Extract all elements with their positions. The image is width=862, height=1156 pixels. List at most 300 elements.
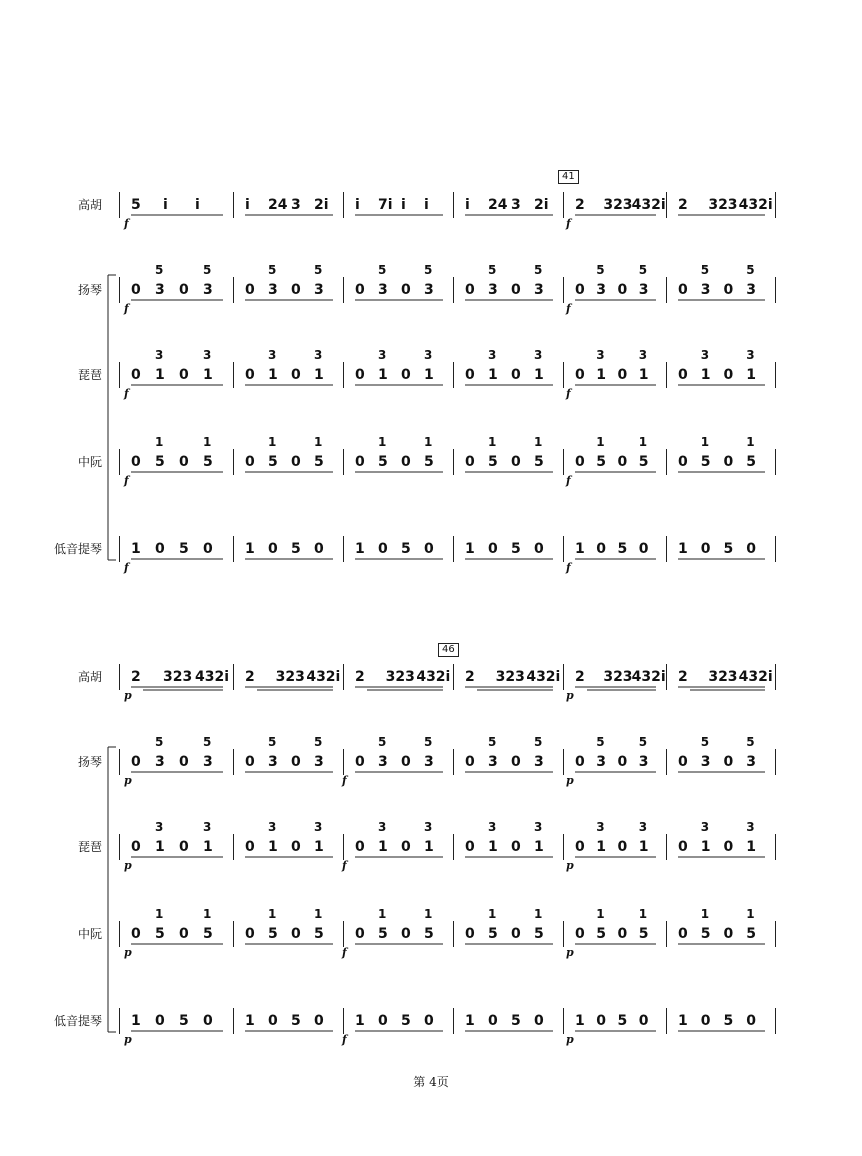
- upper-chord-note: 5: [596, 735, 605, 749]
- note-numeral: 1: [203, 839, 213, 855]
- note-numeral: 3: [700, 282, 711, 298]
- upper-chord-note: 1: [424, 435, 433, 449]
- note-numeral: 3: [314, 282, 324, 298]
- upper-chord-note: 1: [314, 907, 323, 921]
- note-numeral: 5: [401, 1013, 411, 1029]
- note-numeral: 1: [638, 367, 649, 383]
- note-numeral: 0: [179, 926, 189, 942]
- note-numeral: 5: [401, 541, 411, 557]
- note-numeral: 2: [355, 669, 365, 685]
- note-numeral: 1: [314, 367, 324, 383]
- note-numeral: 5: [700, 926, 711, 942]
- note-numeral: 323: [603, 197, 633, 213]
- note-numeral: 0: [534, 541, 544, 557]
- instrument-label: 高胡: [77, 198, 102, 212]
- note-numeral: 0: [424, 541, 434, 557]
- note-numeral: 3: [534, 282, 544, 298]
- note-numeral: 5: [314, 454, 324, 470]
- note-numeral: 5: [378, 454, 388, 470]
- note-numeral: 5: [203, 454, 213, 470]
- upper-chord-note: 5: [155, 263, 164, 277]
- note-numeral: 0: [575, 282, 585, 298]
- dynamic-mark: f: [124, 217, 129, 230]
- upper-chord-note: 1: [534, 435, 543, 449]
- upper-chord-note: 5: [203, 263, 212, 277]
- note-numeral: 0: [179, 839, 189, 855]
- upper-chord-note: 1: [155, 435, 164, 449]
- upper-chord-note: 3: [203, 820, 212, 834]
- note-numeral: 0: [511, 754, 521, 770]
- dynamic-mark: p: [566, 774, 574, 787]
- note-numeral: 323: [603, 669, 633, 685]
- note-numeral: i: [401, 197, 406, 213]
- note-numeral: 432i: [738, 197, 773, 213]
- upper-chord-note: 5: [596, 263, 605, 277]
- instrument-label: 低音提琴: [53, 542, 102, 556]
- page-number: 第 4页: [413, 1075, 449, 1089]
- upper-chord-note: 1: [268, 435, 277, 449]
- note-numeral: 0: [575, 754, 585, 770]
- instrument-label: 中阮: [77, 455, 102, 469]
- note-numeral: 0: [401, 454, 411, 470]
- note-numeral: 0: [245, 282, 255, 298]
- note-numeral: 3: [424, 754, 434, 770]
- note-numeral: 0: [723, 282, 734, 298]
- note-numeral: 1: [131, 1013, 141, 1029]
- note-numeral: 0: [131, 367, 141, 383]
- note-numeral: 432i: [416, 669, 451, 685]
- note-numeral: 0: [617, 754, 628, 770]
- note-numeral: 1: [355, 1013, 365, 1029]
- note-numeral: 1: [378, 367, 388, 383]
- note-numeral: 0: [465, 367, 475, 383]
- note-numeral: 1: [268, 839, 278, 855]
- upper-chord-note: 1: [155, 907, 164, 921]
- upper-chord-note: 5: [700, 735, 710, 749]
- note-numeral: 1: [746, 367, 756, 383]
- note-numeral: 3: [155, 754, 165, 770]
- note-numeral: 5: [534, 454, 544, 470]
- note-numeral: 0: [378, 541, 388, 557]
- note-numeral: 3: [596, 754, 606, 770]
- note-numeral: 0: [723, 454, 734, 470]
- note-numeral: 432i: [738, 669, 773, 685]
- upper-chord-note: 5: [638, 735, 648, 749]
- note-numeral: 432i: [631, 669, 666, 685]
- note-numeral: 0: [291, 367, 301, 383]
- note-numeral: 3: [424, 282, 434, 298]
- upper-chord-note: 5: [378, 735, 387, 749]
- note-numeral: 0: [617, 454, 628, 470]
- note-numeral: 2: [678, 197, 688, 213]
- note-numeral: 0: [131, 839, 141, 855]
- note-numeral: 432i: [526, 669, 561, 685]
- note-numeral: 0: [131, 754, 141, 770]
- note-numeral: 0: [678, 282, 688, 298]
- note-numeral: 5: [179, 1013, 189, 1029]
- upper-chord-note: 1: [700, 907, 710, 921]
- upper-chord-note: 3: [746, 820, 755, 834]
- note-numeral: 0: [575, 926, 585, 942]
- upper-chord-note: 3: [314, 348, 323, 362]
- note-numeral: 3: [638, 754, 649, 770]
- note-numeral: 1: [534, 367, 544, 383]
- note-numeral: 1: [678, 541, 688, 557]
- note-numeral: 0: [575, 839, 585, 855]
- note-numeral: 0: [575, 367, 585, 383]
- upper-chord-note: 1: [203, 907, 212, 921]
- note-numeral: 0: [355, 282, 365, 298]
- note-numeral: 1: [155, 839, 165, 855]
- note-numeral: 3: [378, 282, 388, 298]
- upper-chord-note: 5: [746, 263, 755, 277]
- dynamic-mark: f: [566, 561, 571, 574]
- note-numeral: 0: [355, 367, 365, 383]
- note-numeral: 323: [275, 669, 305, 685]
- note-numeral: 0: [465, 754, 475, 770]
- dynamic-mark: f: [124, 474, 129, 487]
- note-numeral: 5: [179, 541, 189, 557]
- upper-chord-note: 3: [424, 348, 433, 362]
- note-numeral: 0: [511, 454, 521, 470]
- upper-chord-note: 3: [488, 348, 497, 362]
- note-numeral: 5: [638, 454, 649, 470]
- note-numeral: 1: [131, 541, 141, 557]
- note-numeral: 0: [245, 754, 255, 770]
- note-numeral: 3: [203, 754, 213, 770]
- instrument-label: 扬琴: [77, 755, 102, 769]
- note-numeral: 5: [131, 197, 141, 213]
- instrument-label: 高胡: [77, 670, 102, 684]
- upper-chord-note: 5: [534, 735, 543, 749]
- dynamic-mark: p: [124, 774, 132, 787]
- note-numeral: 5: [617, 541, 628, 557]
- note-numeral: 3: [534, 754, 544, 770]
- upper-chord-note: 1: [488, 907, 497, 921]
- note-numeral: 0: [488, 1013, 498, 1029]
- note-numeral: 1: [575, 1013, 585, 1029]
- dynamic-mark: f: [124, 387, 129, 400]
- note-numeral: 24: [488, 197, 508, 213]
- note-numeral: 1: [534, 839, 544, 855]
- note-numeral: 3: [291, 197, 301, 213]
- note-numeral: 0: [617, 926, 628, 942]
- note-numeral: 3: [203, 282, 213, 298]
- note-numeral: i: [163, 197, 168, 213]
- note-numeral: 0: [291, 926, 301, 942]
- dynamic-mark: f: [124, 561, 129, 574]
- upper-chord-note: 5: [424, 735, 433, 749]
- instrument-label: 低音提琴: [53, 1014, 102, 1028]
- note-numeral: 5: [488, 926, 498, 942]
- note-numeral: 1: [245, 1013, 255, 1029]
- note-numeral: 1: [596, 367, 606, 383]
- dynamic-mark: f: [566, 387, 571, 400]
- upper-chord-note: 5: [424, 263, 433, 277]
- upper-chord-note: 5: [746, 735, 755, 749]
- dynamic-mark: f: [342, 774, 347, 787]
- note-numeral: 3: [746, 754, 756, 770]
- note-numeral: 5: [596, 454, 606, 470]
- upper-chord-note: 3: [700, 348, 710, 362]
- upper-chord-note: 5: [268, 735, 277, 749]
- note-numeral: 5: [291, 541, 301, 557]
- dynamic-mark: p: [124, 946, 132, 959]
- note-numeral: 5: [378, 926, 388, 942]
- dynamic-mark: p: [566, 946, 574, 959]
- dynamic-mark: p: [124, 689, 132, 702]
- dynamic-mark: p: [566, 1033, 574, 1046]
- note-numeral: 1: [465, 1013, 475, 1029]
- note-numeral: 3: [638, 282, 649, 298]
- note-numeral: 1: [638, 839, 649, 855]
- note-numeral: 0: [179, 754, 189, 770]
- upper-chord-note: 1: [488, 435, 497, 449]
- note-numeral: 0: [378, 1013, 388, 1029]
- note-numeral: 0: [723, 926, 734, 942]
- note-numeral: 1: [355, 541, 365, 557]
- note-numeral: 0: [314, 541, 324, 557]
- note-numeral: 3: [700, 754, 711, 770]
- note-numeral: 0: [203, 1013, 213, 1029]
- note-numeral: 323: [385, 669, 415, 685]
- note-numeral: 0: [155, 541, 165, 557]
- note-numeral: 1: [700, 367, 711, 383]
- note-numeral: 5: [596, 926, 606, 942]
- note-numeral: i: [245, 197, 250, 213]
- note-numeral: 3: [268, 282, 278, 298]
- note-numeral: 0: [179, 454, 189, 470]
- note-numeral: 0: [131, 926, 141, 942]
- upper-chord-note: 5: [638, 263, 648, 277]
- note-numeral: 0: [245, 367, 255, 383]
- note-numeral: 3: [746, 282, 756, 298]
- upper-chord-note: 1: [596, 907, 605, 921]
- note-numeral: i: [424, 197, 429, 213]
- note-numeral: 0: [401, 367, 411, 383]
- note-numeral: 5: [638, 926, 649, 942]
- note-numeral: 0: [617, 839, 628, 855]
- note-numeral: 432i: [631, 197, 666, 213]
- note-numeral: 0: [401, 754, 411, 770]
- upper-chord-note: 3: [700, 820, 710, 834]
- note-numeral: 1: [245, 541, 255, 557]
- note-numeral: 0: [617, 282, 628, 298]
- upper-chord-note: 1: [638, 435, 648, 449]
- note-numeral: 2: [678, 669, 688, 685]
- note-numeral: 323: [708, 669, 738, 685]
- note-numeral: 1: [155, 367, 165, 383]
- note-numeral: 0: [534, 1013, 544, 1029]
- note-numeral: 5: [268, 454, 278, 470]
- note-numeral: 0: [723, 367, 734, 383]
- upper-chord-note: 1: [746, 907, 755, 921]
- rehearsal-mark: 46: [438, 643, 459, 657]
- note-numeral: 0: [179, 367, 189, 383]
- note-numeral: 0: [511, 367, 521, 383]
- note-numeral: 0: [678, 454, 688, 470]
- upper-chord-note: 1: [638, 907, 648, 921]
- note-numeral: 2: [575, 669, 585, 685]
- note-numeral: 3: [268, 754, 278, 770]
- upper-chord-note: 5: [203, 735, 212, 749]
- note-numeral: 0: [511, 282, 521, 298]
- note-numeral: 0: [401, 839, 411, 855]
- note-numeral: i: [465, 197, 470, 213]
- note-numeral: 1: [488, 839, 498, 855]
- note-numeral: 0: [678, 839, 688, 855]
- note-numeral: 0: [245, 454, 255, 470]
- note-numeral: 1: [596, 839, 606, 855]
- note-numeral: 5: [268, 926, 278, 942]
- note-numeral: 1: [424, 839, 434, 855]
- note-numeral: 5: [511, 541, 521, 557]
- note-numeral: 0: [465, 282, 475, 298]
- note-numeral: 2: [465, 669, 475, 685]
- upper-chord-note: 5: [534, 263, 543, 277]
- note-numeral: 1: [700, 839, 711, 855]
- note-numeral: 3: [511, 197, 521, 213]
- upper-chord-note: 3: [488, 820, 497, 834]
- upper-chord-note: 1: [424, 907, 433, 921]
- note-numeral: 0: [155, 1013, 165, 1029]
- upper-chord-note: 1: [534, 907, 543, 921]
- upper-chord-note: 3: [155, 348, 164, 362]
- note-numeral: 0: [465, 926, 475, 942]
- note-numeral: 5: [746, 454, 756, 470]
- note-numeral: 0: [314, 1013, 324, 1029]
- instrument-label: 琵琶: [77, 368, 102, 382]
- note-numeral: 0: [131, 454, 141, 470]
- note-numeral: 7i: [378, 197, 393, 213]
- upper-chord-note: 5: [488, 263, 497, 277]
- upper-chord-note: 3: [638, 348, 648, 362]
- note-numeral: 0: [617, 367, 628, 383]
- upper-chord-note: 1: [268, 907, 277, 921]
- note-numeral: 432i: [195, 669, 230, 685]
- note-numeral: 5: [617, 1013, 628, 1029]
- note-numeral: 0: [596, 1013, 606, 1029]
- upper-chord-note: 5: [155, 735, 164, 749]
- note-numeral: 323: [495, 669, 525, 685]
- upper-chord-note: 1: [378, 435, 387, 449]
- note-numeral: 0: [465, 454, 475, 470]
- note-numeral: 323: [163, 669, 193, 685]
- note-numeral: 2: [575, 197, 585, 213]
- upper-chord-note: 5: [268, 263, 277, 277]
- instrument-label: 扬琴: [77, 283, 102, 297]
- instrument-label: 琵琶: [77, 840, 102, 854]
- note-numeral: 1: [314, 839, 324, 855]
- note-numeral: 5: [155, 926, 165, 942]
- upper-chord-note: 3: [424, 820, 433, 834]
- note-numeral: 5: [155, 454, 165, 470]
- upper-chord-note: 3: [314, 820, 323, 834]
- note-numeral: 0: [465, 839, 475, 855]
- note-numeral: 2: [245, 669, 255, 685]
- instrument-label: 中阮: [77, 927, 102, 941]
- note-numeral: 432i: [306, 669, 341, 685]
- note-numeral: 5: [424, 926, 434, 942]
- dynamic-mark: f: [566, 302, 571, 315]
- note-numeral: 5: [723, 541, 734, 557]
- note-numeral: 0: [245, 926, 255, 942]
- note-numeral: 2i: [534, 197, 549, 213]
- dynamic-mark: f: [124, 302, 129, 315]
- note-numeral: 0: [291, 839, 301, 855]
- note-numeral: 0: [638, 541, 649, 557]
- note-numeral: 1: [268, 367, 278, 383]
- note-numeral: 0: [291, 754, 301, 770]
- note-numeral: 0: [723, 839, 734, 855]
- note-numeral: 5: [700, 454, 711, 470]
- note-numeral: 0: [355, 754, 365, 770]
- note-numeral: 0: [268, 541, 278, 557]
- note-numeral: 5: [511, 1013, 521, 1029]
- note-numeral: 1: [678, 1013, 688, 1029]
- note-numeral: 0: [700, 541, 711, 557]
- note-numeral: 0: [355, 839, 365, 855]
- upper-chord-note: 5: [314, 735, 323, 749]
- note-numeral: 0: [638, 1013, 649, 1029]
- upper-chord-note: 1: [746, 435, 755, 449]
- upper-chord-note: 3: [534, 348, 543, 362]
- note-numeral: 0: [678, 926, 688, 942]
- note-numeral: 5: [424, 454, 434, 470]
- upper-chord-note: 3: [638, 820, 648, 834]
- note-numeral: 5: [488, 454, 498, 470]
- note-numeral: 5: [723, 1013, 734, 1029]
- note-numeral: 0: [291, 282, 301, 298]
- upper-chord-note: 3: [268, 820, 277, 834]
- upper-chord-note: 1: [596, 435, 605, 449]
- note-numeral: 24: [268, 197, 288, 213]
- upper-chord-note: 3: [596, 820, 605, 834]
- upper-chord-note: 1: [314, 435, 323, 449]
- note-numeral: i: [195, 197, 200, 213]
- upper-chord-note: 5: [314, 263, 323, 277]
- upper-chord-note: 3: [268, 348, 277, 362]
- dynamic-mark: p: [124, 859, 132, 872]
- note-numeral: 3: [596, 282, 606, 298]
- note-numeral: 3: [378, 754, 388, 770]
- note-numeral: 5: [203, 926, 213, 942]
- note-numeral: 1: [746, 839, 756, 855]
- upper-chord-note: 5: [488, 735, 497, 749]
- note-numeral: i: [355, 197, 360, 213]
- upper-chord-note: 1: [700, 435, 710, 449]
- note-numeral: 1: [203, 367, 213, 383]
- note-numeral: 0: [678, 367, 688, 383]
- note-numeral: 0: [291, 454, 301, 470]
- note-numeral: 0: [511, 926, 521, 942]
- note-numeral: 0: [401, 926, 411, 942]
- dynamic-mark: f: [342, 1033, 347, 1046]
- note-numeral: 5: [291, 1013, 301, 1029]
- upper-chord-note: 3: [596, 348, 605, 362]
- upper-chord-note: 3: [378, 820, 387, 834]
- note-numeral: 5: [746, 926, 756, 942]
- note-numeral: 0: [511, 839, 521, 855]
- note-numeral: 0: [424, 1013, 434, 1029]
- upper-chord-note: 3: [203, 348, 212, 362]
- dynamic-mark: f: [342, 859, 347, 872]
- note-numeral: 0: [355, 454, 365, 470]
- dynamic-mark: p: [566, 689, 574, 702]
- note-numeral: 1: [424, 367, 434, 383]
- note-numeral: 323: [708, 197, 738, 213]
- upper-chord-note: 1: [203, 435, 212, 449]
